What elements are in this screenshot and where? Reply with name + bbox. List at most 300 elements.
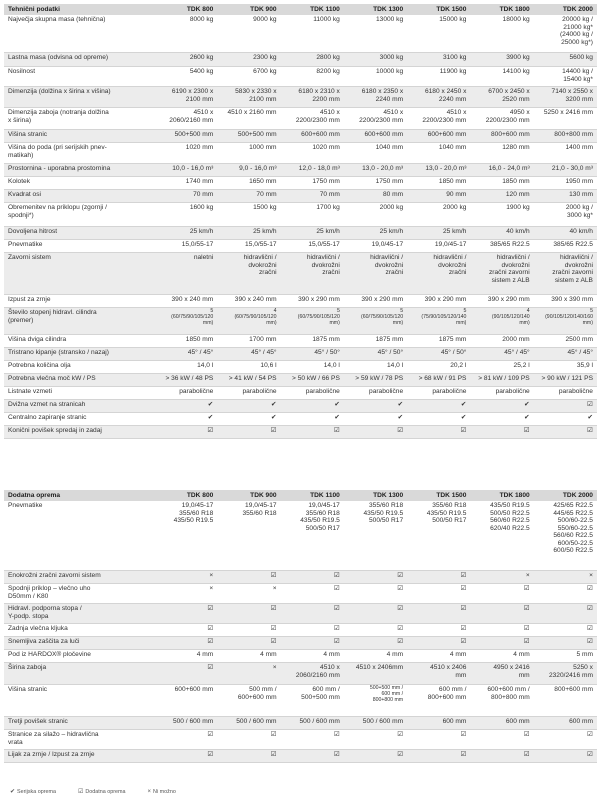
- table-cell: parabolične: [369, 388, 404, 395]
- table-cell: 45° / 45°: [504, 349, 530, 356]
- row-label: Višina dviga cilindra: [8, 336, 67, 343]
- table-cell: 2500 mm: [565, 336, 593, 343]
- row-label: Obremenitev na priklopu (zgornji / spodnji*): [8, 204, 107, 219]
- table-cell: 600+600 mm: [427, 131, 467, 138]
- table-cell: 13,0 - 20,0 m³: [362, 165, 404, 172]
- table-cell: 1850 mm: [438, 178, 467, 185]
- table-cell: ☑: [207, 625, 214, 632]
- table-cell: 14400 kg / 15400 kg*: [562, 68, 593, 83]
- table-cell: ✔: [207, 401, 214, 408]
- table-cell: 600 mm: [569, 718, 593, 725]
- table-cell: 25 km/h: [253, 228, 277, 235]
- table-row: [4, 361, 597, 374]
- extra-header-row: [4, 490, 597, 501]
- table-cell: 8000 kg: [189, 16, 214, 23]
- table-cell: 1040 mm: [375, 144, 404, 151]
- row-label: Dvižna vzmet na stranicah: [8, 401, 86, 408]
- table-cell: 4 (90/105/120/140 mm): [491, 308, 530, 326]
- table-cell: 4510 x 2060/2160 mm: [295, 664, 340, 679]
- table-cell: 4 mm: [386, 651, 404, 658]
- table-row: [4, 87, 597, 108]
- table-cell: 14,0 l: [197, 362, 214, 369]
- column-header: TDK 900: [250, 491, 277, 499]
- table-cell: 12,0 - 18,0 m³: [298, 165, 340, 172]
- table-cell: 19,0/45-17: [434, 241, 467, 248]
- table-row: [4, 335, 597, 348]
- table-cell: 6190 x 2300 x 2100 mm: [171, 88, 214, 103]
- row-label: Dovoljena hitrost: [8, 228, 58, 235]
- table-cell: 45° / 50°: [377, 349, 404, 356]
- table-cell: 5600 kg: [569, 54, 593, 61]
- column-header: TDK 1300: [373, 5, 404, 13]
- table-cell: ☑: [460, 585, 467, 592]
- table-cell: 45° / 45°: [567, 349, 593, 356]
- table-cell: 4510 x 2406 mm: [430, 664, 467, 679]
- table-cell: 4 mm: [196, 651, 214, 658]
- table-row: [4, 227, 597, 240]
- table-cell: ☑: [333, 625, 340, 632]
- table-cell: ☑: [587, 638, 593, 645]
- row-label: Potrebna vlečna moč kW / PS: [8, 375, 96, 382]
- table-cell: 14100 kg: [502, 68, 530, 75]
- table-cell: 355/60 R18 435/50 R19.5 500/50 R17: [363, 502, 404, 525]
- table-cell: 80 mm: [382, 191, 404, 198]
- table-cell: ☑: [333, 585, 340, 592]
- table-cell: ✔: [524, 401, 530, 408]
- table-cell: ☑: [397, 625, 404, 632]
- table-cell: 5830 x 2330 x 2100 mm: [235, 88, 277, 103]
- table-cell: ✔: [460, 401, 467, 408]
- table-cell: 4 (60/75/90/105/120 mm): [234, 308, 277, 326]
- row-label: Pod iz HARDOX® pločevine: [8, 651, 91, 658]
- table-row: [4, 501, 597, 571]
- row-label: Višina stranic: [8, 131, 48, 138]
- table-cell: 1850 mm: [185, 336, 214, 343]
- table-cell: 25 km/h: [316, 228, 340, 235]
- table-row: [4, 164, 597, 177]
- table-cell: ×: [209, 572, 214, 579]
- table-row: [4, 348, 597, 361]
- table-cell: 5250 x 2320/2416 mm: [548, 664, 593, 679]
- table-cell: 2000 kg: [379, 204, 404, 211]
- row-label: Potrebna količina olja: [8, 362, 71, 369]
- table-row: [4, 295, 597, 308]
- table-cell: ☑: [587, 751, 593, 758]
- row-label: Stranice za silažo – hidravlična vrata: [8, 731, 99, 746]
- table-cell: 600 mm: [442, 718, 467, 725]
- table-cell: ☑: [333, 751, 340, 758]
- table-row: [4, 604, 597, 624]
- table-cell: 600+600 mm / 800+800 mm: [487, 686, 530, 701]
- table-cell: ☑: [523, 751, 530, 758]
- table-cell: parabolične: [495, 388, 530, 395]
- table-cell: ☑: [460, 605, 467, 612]
- table-cell: 6700 kg: [253, 68, 277, 75]
- table-cell: 19,0/45-17 355/60 R18: [242, 502, 277, 517]
- column-header: TDK 800: [186, 5, 214, 13]
- table-cell: 14,0 l: [386, 362, 404, 369]
- table-cell: ✔: [207, 414, 214, 421]
- table-cell: 800+600 mm: [554, 686, 593, 693]
- table-cell: ✔: [397, 414, 404, 421]
- table-cell: hidravlični / dvokrožni zračni zavorni sistem z ALB: [552, 254, 593, 284]
- table-cell: ✔: [271, 414, 277, 421]
- column-header: TDK 1800: [499, 491, 530, 499]
- table-cell: 1600 kg: [189, 204, 214, 211]
- row-label: Zavorni sistem: [8, 254, 51, 261]
- table-cell: 40 km/h: [569, 228, 593, 235]
- legend-serial: ✔ Serijska oprema: [10, 789, 56, 795]
- table-cell: 5 (90/105/120/140/160 mm): [545, 308, 593, 326]
- table-cell: ☑: [207, 638, 214, 645]
- table-cell: 1950 mm: [565, 178, 593, 185]
- table-cell: 4510 x 2060/2160 mm: [169, 109, 214, 124]
- table-cell: 7140 x 2550 x 3200 mm: [551, 88, 593, 103]
- table-cell: hidravlični / dvokrožni zračni: [433, 254, 467, 277]
- table-cell: 600+600 mm: [301, 131, 340, 138]
- table-row: [4, 730, 597, 750]
- table-cell: ☑: [460, 638, 467, 645]
- table-cell: hidravlični / dvokrožni zračni: [370, 254, 404, 277]
- table-cell: 15,0/55-17: [245, 241, 277, 248]
- table-cell: 20000 kg / 21000 kg* (24000 kg / 25000 kg*): [559, 16, 593, 46]
- table-row: [4, 253, 597, 295]
- table-cell: 4510 x 2200/2300 mm: [295, 109, 340, 124]
- table-cell: 15000 kg: [439, 16, 467, 23]
- table-cell: ☑: [523, 638, 530, 645]
- table-cell: 15,0/55-17: [308, 241, 340, 248]
- table-cell: ☑: [397, 605, 404, 612]
- table-cell: ☑: [270, 638, 277, 645]
- table-row: [4, 426, 597, 439]
- table-cell: ☑: [460, 731, 467, 738]
- spec-header-row: [4, 4, 597, 15]
- spec-section-title: Tehnični podatki: [8, 5, 60, 13]
- table-cell: ☑: [587, 625, 593, 632]
- table-cell: parabolične: [558, 388, 593, 395]
- table-cell: 390 x 390 mm: [551, 296, 593, 303]
- row-label: Zadnja vlečna kljuka: [8, 625, 68, 632]
- table-cell: 4510 x 2200/2300 mm: [422, 109, 467, 124]
- table-cell: 19,0/45-17 355/60 R18 435/50 R19.5: [173, 502, 214, 525]
- table-cell: 385/65 R22.5: [490, 241, 530, 248]
- table-cell: 1000 mm: [249, 144, 277, 151]
- table-cell: 13000 kg: [375, 16, 404, 23]
- row-label: Največja skupna masa (tehnična): [8, 16, 106, 23]
- column-header: TDK 2000: [562, 491, 593, 499]
- legend-optional: ☑ Dodatna oprema: [77, 789, 126, 795]
- table-cell: ☑: [270, 731, 277, 738]
- table-cell: > 36 kW / 48 PS: [165, 375, 214, 382]
- table-cell: 21,0 - 30,0 m³: [551, 165, 593, 172]
- table-cell: hidravlični / dvokrožni zračni: [243, 254, 277, 277]
- table-cell: 500+500 mm / 600 mm / 800+800 mm: [369, 685, 404, 703]
- table-cell: 600 mm: [505, 718, 530, 725]
- table-cell: 5400 kg: [189, 68, 214, 75]
- table-cell: 4 mm: [323, 651, 340, 658]
- table-cell: > 81 kW / 109 PS: [478, 375, 530, 382]
- table-cell: parabolične: [305, 388, 340, 395]
- table-cell: 1875 mm: [375, 336, 404, 343]
- table-cell: ☑: [333, 427, 340, 434]
- table-row: [4, 750, 597, 763]
- table-cell: 1700 kg: [316, 204, 340, 211]
- table-cell: ☑: [587, 731, 593, 738]
- table-cell: ☑: [397, 427, 404, 434]
- table-cell: 1020 mm: [312, 144, 340, 151]
- table-cell: ☑: [587, 427, 593, 434]
- table-cell: 600 mm / 800+600 mm: [427, 686, 467, 701]
- table-cell: ☑: [333, 572, 340, 579]
- table-cell: ×: [589, 572, 593, 579]
- table-cell: 600+600 mm: [364, 131, 404, 138]
- table-cell: 425/65 R22.5 445/65 R22.5 500/60-22.5 550/60-22.5 560/60 R22.5 600/50-22.5 600/50 R22.5: [553, 502, 593, 555]
- table-cell: > 59 kW / 78 PS: [355, 375, 404, 382]
- table-cell: 355/60 R18 435/50 R19.5 500/50 R17: [426, 502, 467, 525]
- row-label: Širina zaboja: [8, 664, 47, 671]
- table-cell: 800+600 mm: [491, 131, 530, 138]
- optional-equipment-table: [4, 490, 597, 763]
- table-cell: ☑: [397, 731, 404, 738]
- table-cell: 6700 x 2450 x 2520 mm: [488, 88, 530, 103]
- table-row: [4, 53, 597, 67]
- table-cell: 800+800 mm: [554, 131, 593, 138]
- row-label: Snemljiva zaščita za luči: [8, 638, 80, 645]
- table-row: [4, 717, 597, 730]
- row-label: Izpust za zrnje: [8, 296, 51, 303]
- table-cell: 18000 kg: [502, 16, 530, 23]
- table-row: [4, 108, 597, 130]
- table-cell: 390 x 290 mm: [361, 296, 404, 303]
- table-row: [4, 584, 597, 604]
- column-header: TDK 1800: [499, 5, 530, 13]
- table-cell: hidravlični / dvokrožni zračni: [306, 254, 340, 277]
- table-cell: 11900 kg: [439, 68, 467, 75]
- row-label: Dimenzija zaboja (notranja dolžina x širina): [8, 109, 109, 124]
- table-cell: 500 mm / 600+600 mm: [237, 686, 277, 701]
- table-cell: ☑: [333, 638, 340, 645]
- table-cell: ×: [525, 572, 530, 579]
- table-cell: 45° / 50°: [440, 349, 467, 356]
- table-cell: 390 x 290 mm: [298, 296, 340, 303]
- table-cell: 390 x 290 mm: [424, 296, 467, 303]
- table-cell: 20,2 l: [450, 362, 467, 369]
- table-cell: 390 x 240 mm: [234, 296, 277, 303]
- table-cell: ×: [272, 664, 277, 671]
- table-cell: ✔: [334, 401, 340, 408]
- column-header: TDK 1100: [310, 491, 340, 499]
- table-cell: 2000 kg / 3000 kg*: [565, 204, 593, 219]
- table-cell: hidravlični / dvokrožni zračni zavorni sistem z ALB: [489, 254, 530, 284]
- table-row: [4, 650, 597, 663]
- table-cell: ☑: [587, 585, 593, 592]
- table-row: [4, 203, 597, 227]
- row-label: Prostornina - uporabna prostornina: [8, 165, 111, 172]
- row-label: Kolotek: [8, 178, 30, 185]
- table-cell: > 41 kW / 54 PS: [228, 375, 277, 382]
- table-cell: 5 (75/90/105/120/140 mm): [421, 308, 467, 326]
- table-cell: 4950 x 2200/2300 mm: [485, 109, 530, 124]
- table-cell: ☑: [207, 731, 214, 738]
- row-label: Enokrožni zračni zavorni sistem: [8, 572, 101, 579]
- table-cell: 70 mm: [256, 191, 277, 198]
- table-cell: 45° / 50°: [314, 349, 340, 356]
- row-label: Dimenzija (dolžina x širina x višina): [8, 88, 111, 95]
- table-cell: ☑: [207, 605, 214, 612]
- table-row: [4, 637, 597, 650]
- table-cell: 25 km/h: [189, 228, 214, 235]
- table-cell: 35,9 l: [576, 362, 593, 369]
- table-row: [4, 624, 597, 637]
- table-cell: ☑: [397, 585, 404, 592]
- table-cell: 2600 kg: [189, 54, 214, 61]
- table-row: [4, 400, 597, 413]
- legend: [10, 789, 176, 796]
- table-row: [4, 571, 597, 584]
- table-cell: 1040 mm: [438, 144, 467, 151]
- table-cell: ☑: [270, 751, 277, 758]
- table-cell: 8200 kg: [316, 68, 340, 75]
- table-cell: 5 mm: [576, 651, 593, 658]
- table-cell: ☑: [460, 751, 467, 758]
- row-label: Hidravl. podporna stopa / Y-podp. stopa: [8, 605, 82, 620]
- table-cell: 2800 kg: [316, 54, 340, 61]
- table-cell: 2300 kg: [253, 54, 277, 61]
- table-cell: > 50 kW / 66 PS: [292, 375, 340, 382]
- row-label: Nosilnost: [8, 68, 36, 75]
- table-cell: 500+500 mm: [237, 131, 277, 138]
- table-cell: ✔: [397, 401, 404, 408]
- table-cell: 3900 kg: [506, 54, 530, 61]
- table-cell: 3000 kg: [379, 54, 404, 61]
- table-cell: 1750 mm: [312, 178, 340, 185]
- table-cell: 5 (60/75/90/105/120 mm): [297, 308, 340, 326]
- table-cell: ☑: [460, 427, 467, 434]
- table-cell: 70 mm: [193, 191, 214, 198]
- table-cell: 45° / 45°: [187, 349, 214, 356]
- row-label: Pnevmatike: [8, 502, 43, 509]
- table-cell: 25,2 l: [513, 362, 530, 369]
- table-cell: 6180 x 2350 x 2240 mm: [361, 88, 404, 103]
- table-cell: 4950 x 2416 mm: [493, 664, 530, 679]
- row-label: Centralno zapiranje stranic: [8, 414, 87, 421]
- table-cell: 5 (60/75/90/105/120 mm): [361, 308, 404, 326]
- table-cell: 10,0 - 16,0 m³: [172, 165, 214, 172]
- table-cell: 4510 x 2200/2300 mm: [359, 109, 404, 124]
- column-header: TDK 800: [186, 491, 214, 499]
- table-cell: 5 (60/75/90/105/120 mm): [171, 308, 214, 326]
- table-cell: 4 mm: [260, 651, 277, 658]
- table-row: [4, 240, 597, 253]
- table-cell: 14,0 l: [323, 362, 340, 369]
- table-cell: 4510 x 2160 mm: [227, 109, 277, 116]
- table-cell: ✔: [271, 401, 277, 408]
- row-label: Tristrano kipanje (stransko / nazaj): [8, 349, 109, 356]
- table-cell: 500 / 600 mm: [362, 718, 404, 725]
- table-cell: parabolične: [432, 388, 467, 395]
- table-cell: 40 km/h: [506, 228, 530, 235]
- column-header: TDK 1500: [436, 491, 467, 499]
- table-cell: 4 mm: [513, 651, 530, 658]
- table-cell: 90 mm: [446, 191, 467, 198]
- table-cell: 1900 kg: [506, 204, 530, 211]
- column-header: TDK 1300: [373, 491, 404, 499]
- technical-data-table: [4, 4, 597, 439]
- table-cell: 2000 kg: [442, 204, 467, 211]
- table-cell: > 90 kW / 121 PS: [541, 375, 593, 382]
- row-label: Konični povišek spredaj in zadaj: [8, 427, 102, 434]
- table-cell: 11000 kg: [313, 16, 340, 23]
- table-cell: ☑: [207, 664, 214, 671]
- row-label: Lijak za zrnje / Izpust za zrnje: [8, 751, 95, 758]
- column-header: TDK 1100: [310, 5, 340, 13]
- table-cell: ☑: [523, 625, 530, 632]
- table-row: [4, 177, 597, 190]
- table-cell: 1700 mm: [249, 336, 277, 343]
- table-cell: 4510 x 2406mm: [355, 664, 404, 671]
- row-label: Višina stranic: [8, 686, 48, 693]
- table-cell: ☑: [270, 605, 277, 612]
- table-row: [4, 387, 597, 400]
- table-cell: 1850 mm: [502, 178, 530, 185]
- table-cell: ☑: [397, 638, 404, 645]
- table-cell: ✔: [587, 414, 593, 421]
- table-cell: ✔: [460, 414, 467, 421]
- table-cell: ☑: [397, 751, 404, 758]
- table-cell: 1280 mm: [502, 144, 530, 151]
- table-cell: 6180 x 2450 x 2240 mm: [424, 88, 467, 103]
- table-cell: ☑: [270, 625, 277, 632]
- table-cell: ×: [272, 585, 277, 592]
- table-cell: 120 mm: [505, 191, 530, 198]
- table-cell: ☑: [270, 427, 277, 434]
- table-row: [4, 685, 597, 717]
- column-header: TDK 1500: [436, 5, 467, 13]
- table-row: [4, 190, 597, 203]
- row-label: Lastna masa (odvisna od opreme): [8, 54, 109, 61]
- table-cell: 25 km/h: [379, 228, 404, 235]
- table-cell: 70 mm: [319, 191, 340, 198]
- table-cell: 10000 kg: [375, 68, 404, 75]
- row-label: Listnate vzmeti: [8, 388, 52, 395]
- table-cell: 1400 mm: [565, 144, 593, 151]
- table-cell: > 68 kW / 91 PS: [418, 375, 467, 382]
- table-cell: naletni: [193, 254, 214, 261]
- table-cell: ☑: [523, 427, 530, 434]
- table-cell: 4 mm: [449, 651, 467, 658]
- table-cell: 5250 x 2416 mm: [543, 109, 593, 116]
- table-cell: 1020 mm: [185, 144, 214, 151]
- table-row: [4, 374, 597, 387]
- row-label: Pnevmatike: [8, 241, 43, 248]
- table-cell: 600+600 mm: [174, 686, 214, 693]
- row-label: Tretji povišek stranic: [8, 718, 68, 725]
- table-cell: 2000 mm: [502, 336, 530, 343]
- extra-section-title: Dodatna oprema: [8, 491, 61, 499]
- table-cell: parabolične: [179, 388, 214, 395]
- table-cell: ☑: [523, 585, 530, 592]
- table-cell: 19,0/45-17 355/60 R18 435/50 R19.5 500/50 R17: [300, 502, 340, 532]
- table-cell: 19,0/45-17: [371, 241, 404, 248]
- row-label: Kvadrat osi: [8, 191, 41, 198]
- table-cell: 1875 mm: [312, 336, 340, 343]
- table-cell: 1500 kg: [253, 204, 277, 211]
- table-cell: 45° / 45°: [251, 349, 277, 356]
- table-cell: ☑: [523, 605, 530, 612]
- table-cell: 10,6 l: [260, 362, 277, 369]
- table-cell: ☑: [587, 605, 593, 612]
- table-cell: 130 mm: [569, 191, 593, 198]
